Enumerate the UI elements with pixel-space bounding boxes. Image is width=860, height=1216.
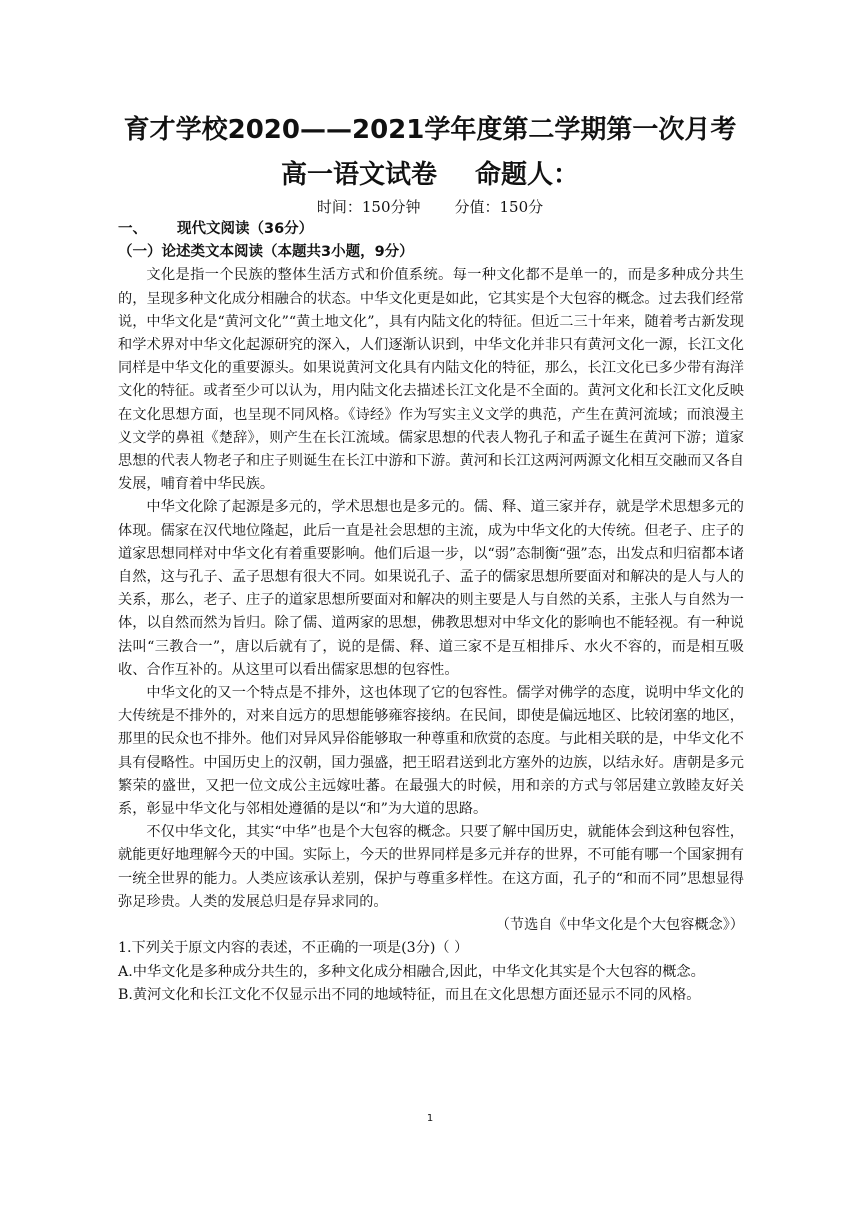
passage-source: （节选自《中华文化是个大包容概念》） [495,917,744,934]
exam-score: 分值：150分 [454,198,544,216]
question-1-stem: 1.下列关于原文内容的表述，不正确的一项是(3分)（ ） [118,940,469,957]
section-title: 现代文阅读（36分） [177,221,314,237]
question-1-option-b: B.黄河文化和长江文化不仅显示出不同的地域特征，而且在文化思想方面还显示不同的风格。 [118,986,701,1003]
passage-paragraph-4: 不仅中华文化，其实“中华”也是个大包容的概念。只要了解中国历史，就能体会到这种包容性，就能更好地理解今天的中国。实际上，今天的世界同样是多元并存的世界，不可能有哪一个国家拥有一统全世界的能力。人类应该承认差别，保护与尊重多样性。在这方面，孔子的“和而不同”思想显得弥足珍贵。人类的发展总归是存异求同的。 [118,824,744,910]
subject-title: 高一语文试卷 [280,160,437,190]
section-heading [118,218,744,241]
passage-paragraph-2: 中华文化除了起源是多元的，学术思想也是多元的。儒、释、道三家并存，就是学术思想多元的体现。儒家在汉代地位隆起，此后一直是社会思想的主流，成为中华文化的大传统。但老子、庄子的道家思想同样对中华文化有着重要影响。他们后退一步，以“弱”态制衡“强”态，出发点和归宿都本诸自然，这与孔子、孟子思想有很大不同。如果说孔子、孟子的儒家思想所要面对和解决的是人与人的关系，那么，老子、庄子的道家思想所要面对和解决的则主要是人与自然的关系，主张人与自然为一体，以自然而然为旨归。除了儒、道两家的思想，佛教思想对中华文化的影响也不能轻视。有一种说法叫“三教合一”，唐以后就有了，说的是儒、释、道三家不是互相排斥、水火不容的，而是相互吸收、合作互补的。从这里可以看出儒家思想的包容性。 [118,499,744,678]
subsection-heading: （一）论述类文本阅读（本题共3小题，9分） [118,244,414,261]
exam-meta [0,196,860,218]
passage-paragraph-3: 中华文化的又一个特点是不排外，这也体现了它的包容性。儒学对佛学的态度，说明中华文化的大传统是不排外的，对来自远方的思想能够雍容接纳。在民间，即使是偏远地区、比较闭塞的地区，那里的民众也不排外。他们对异风异俗能够取一种尊重和欣赏的态度。与此相关联的是，中华文化不具有侵略性。中国历史上的汉朝，国力强盛，把王昭君送到北方塞外的边族，以结永好。唐朝是多元繁荣的盛世，又把一位文成公主远嫁吐蕃。在最强大的时候，用和亲的方式与邻居建立敦睦友好关系，彰显中华文化与邻相处遵循的是以“和”为大道的思路。 [118,685,744,818]
exam-content [118,218,744,1007]
page-number: 1 [426,1113,434,1124]
exam-title: 育才学校2020——2021学年度第二学期第一次月考 [123,115,737,145]
exam-subtitle [0,157,860,193]
section-number: 一、 [118,221,147,237]
question-1-option-a: A.中华文化是多种成分共生的，多种文化成分相融合,因此，中华文化其实是个大包容的概念。 [118,963,705,980]
passage-paragraph-1: 文化是指一个民族的整体生活方式和价值系统。每一种文化都不是单一的，而是多种成分共生的，呈现多种文化成分相融合的状态。中华文化更是如此，它其实是个大包容的概念。过去我们经常说，中华文化是“黄河文化”“黄土地文化”，具有内陆文化的特征。但近二三十年来，随着考古新发现和学术界对中华文化起源研究的深入，人们逐渐认识到，中华文化并非只有黄河文化一源，长江文化同样是中华文化的重要源头。如果说黄河文化具有内陆文化的特征，那么，长江文化已多少带有海洋文化的特征。或者至少可以认为，用内陆文化去描述长江文化是不全面的。黄河文化和长江文化反映在文化思想方面，也呈现不同风格。《诗经》作为写实主义文学的典范，产生在黄河流域；而浪漫主义文学的鼻祖《楚辞》，则产生在长江流域。儒家思想的代表人物孔子和孟子诞生在黄河下游；道家思想的代表人物老子和庄子则诞生在长江中游和下游。黄河和长江这两河两源文化相互交融而又各自发展，哺育着中华民族。 [118,267,744,493]
author-label: 命题人： [475,160,580,190]
exam-time: 时间：150分钟 [316,198,421,216]
